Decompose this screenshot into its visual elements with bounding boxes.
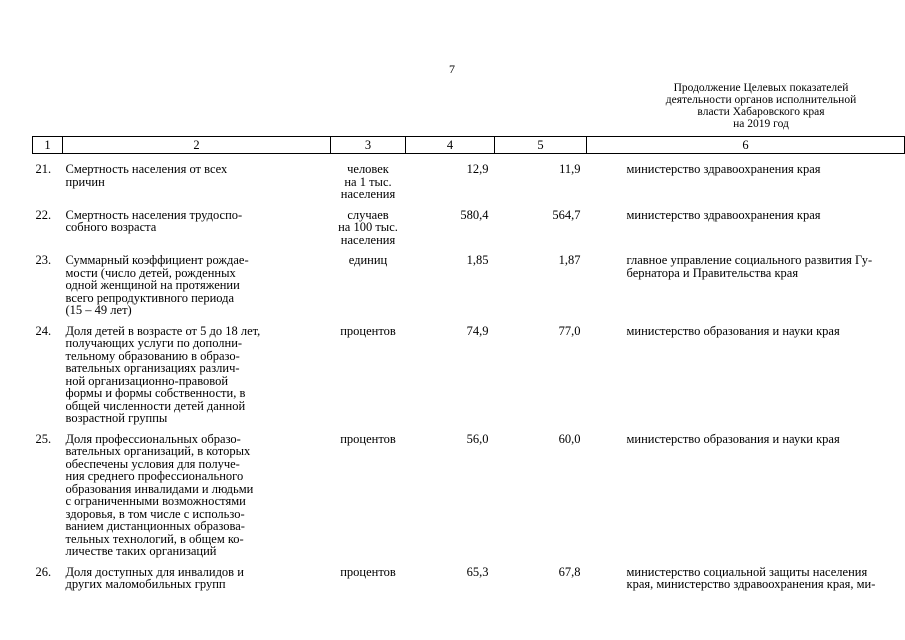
indicator-name-line: Доля детей в возрасте от 5 до 18 лет,	[65, 323, 261, 338]
value-col5: 77,0	[558, 323, 581, 338]
table-row	[33, 566, 905, 599]
indicator-name-line: образования инвалидами и людьми	[65, 481, 254, 496]
continuation-line: на 2019 год	[733, 118, 789, 130]
unit-line: человек	[347, 162, 389, 176]
indicator-name-line: ванием дистанционных образова-	[65, 519, 245, 533]
indicator-name-line: общей численности детей данной	[65, 398, 246, 413]
table-row	[33, 154, 905, 209]
page-number: 7	[449, 62, 455, 76]
indicator-name-line: (15 – 49 лет)	[65, 303, 132, 317]
responsible-line: министерство здравоохранения края	[626, 207, 821, 222]
indicator-name-line: тельных технологий, в общем ко-	[65, 531, 244, 546]
value-col5: 564,7	[552, 207, 581, 222]
indicator-name-line: вательных организациях различ-	[65, 361, 240, 375]
responsible-line: министерство здравоохранения края	[626, 162, 821, 176]
responsible-line: министерство образования и науки края	[626, 431, 840, 446]
value-col5: 60,0	[558, 431, 581, 446]
indicator-name-line: Суммарный коэффициент рождае-	[65, 253, 249, 267]
indicator-name-line: получающих услуги по дополни-	[65, 336, 243, 350]
indicator-name-line: обеспечены условия для получе-	[65, 456, 240, 471]
indicator-name-line: одной женщиной на протяжении	[65, 278, 240, 292]
value-col4: 1,85	[466, 253, 489, 267]
value-col4: 580,4	[460, 207, 489, 222]
continuation-line: власти Хабаровского края	[697, 106, 825, 118]
row-number: 22.	[35, 207, 52, 222]
responsible-line: министерство образования и науки края	[626, 323, 840, 338]
indicator-name	[63, 433, 331, 566]
indicator-name-line: формы и формы собственности, в	[65, 386, 246, 400]
table-header-row	[33, 137, 905, 154]
unit-of-measure	[331, 154, 406, 209]
continuation-note	[636, 82, 886, 130]
row-number: 21.	[35, 162, 52, 176]
responsible-body	[587, 254, 905, 325]
responsible-line: главное управление социального развития Гу-	[626, 253, 873, 267]
column-header: 3	[331, 137, 406, 154]
column-header: 6	[587, 137, 905, 154]
unit-line: случаев	[347, 207, 389, 222]
indicator-name-line: тельному образованию в образо-	[65, 348, 240, 363]
indicators-table	[32, 136, 905, 599]
row-number: 23.	[35, 253, 52, 267]
value-col5: 67,8	[558, 564, 581, 579]
indicator-name-line: здоровья, в том числе с использо-	[65, 506, 245, 521]
unit-line: единиц	[348, 253, 388, 267]
indicator-name	[63, 566, 331, 599]
continuation-line: Продолжение Целевых показателей	[673, 82, 849, 94]
unit-line: процентов	[340, 323, 396, 338]
responsible-body	[587, 325, 905, 433]
unit-line: на 1 тыс.	[344, 174, 392, 189]
indicator-name-line: возрастной группы	[65, 411, 168, 425]
responsible-body	[587, 566, 905, 599]
indicator-name	[63, 209, 331, 255]
row-number: 25.	[35, 431, 52, 446]
column-header: 2	[63, 137, 331, 154]
indicator-name-line: ной организационно-правовой	[65, 373, 229, 388]
responsible-body	[587, 433, 905, 566]
row-number: 24.	[35, 323, 52, 338]
indicator-name-line: Доля профессиональных образо-	[65, 431, 241, 446]
indicator-name-line: других маломобильных групп	[65, 577, 226, 591]
indicator-name-line: вательных организаций, в которых	[65, 444, 251, 458]
responsible-line: министерство социальной защиты населения	[626, 564, 868, 579]
responsible-body	[587, 209, 905, 255]
value-col5: 1,87	[558, 253, 581, 267]
indicator-name-line: с ограниченными возможностями	[65, 494, 246, 508]
indicator-name-line: личестве таких организаций	[65, 544, 217, 558]
value-col4: 74,9	[466, 323, 489, 338]
indicator-name-line: Смертность населения от всех	[65, 162, 228, 176]
unit-of-measure	[331, 209, 406, 255]
indicator-name	[63, 154, 331, 209]
unit-line: населения	[340, 187, 396, 201]
table-row	[33, 209, 905, 255]
value-col4: 65,3	[466, 564, 489, 579]
unit-of-measure	[331, 433, 406, 566]
unit-of-measure	[331, 254, 406, 325]
value-col4: 12,9	[466, 162, 489, 176]
table-row	[33, 254, 905, 325]
indicator-name-line: всего репродуктивного периода	[65, 290, 235, 305]
indicator-name-line: причин	[65, 174, 105, 189]
responsible-line: края, министерство здравоохранения края, ми-	[626, 577, 876, 591]
unit-of-measure	[331, 325, 406, 433]
unit-line: на 100 тыс.	[338, 220, 398, 234]
indicator-name-line: собного возраста	[65, 220, 157, 234]
unit-line: процентов	[340, 431, 396, 446]
indicator-name	[63, 254, 331, 325]
indicator-name	[63, 325, 331, 433]
continuation-line: деятельности органов исполнительной	[665, 94, 857, 106]
indicator-name-line: Смертность населения трудоспо-	[65, 207, 243, 222]
unit-line: процентов	[340, 564, 396, 579]
column-header: 1	[33, 137, 63, 154]
indicator-name-line: мости (число детей, рожденных	[65, 265, 236, 280]
unit-of-measure	[331, 566, 406, 599]
table-row	[33, 433, 905, 566]
value-col4: 56,0	[466, 431, 489, 446]
unit-line: населения	[340, 232, 396, 247]
column-header: 5	[495, 137, 587, 154]
row-number: 26.	[35, 564, 52, 579]
indicator-name-line: ния среднего профессионального	[65, 469, 244, 483]
column-header: 4	[406, 137, 495, 154]
responsible-body	[587, 154, 905, 209]
responsible-line: бернатора и Правительства края	[626, 265, 799, 280]
value-col5: 11,9	[559, 162, 581, 176]
indicator-name-line: Доля доступных для инвалидов и	[65, 564, 244, 579]
table-row	[33, 325, 905, 433]
